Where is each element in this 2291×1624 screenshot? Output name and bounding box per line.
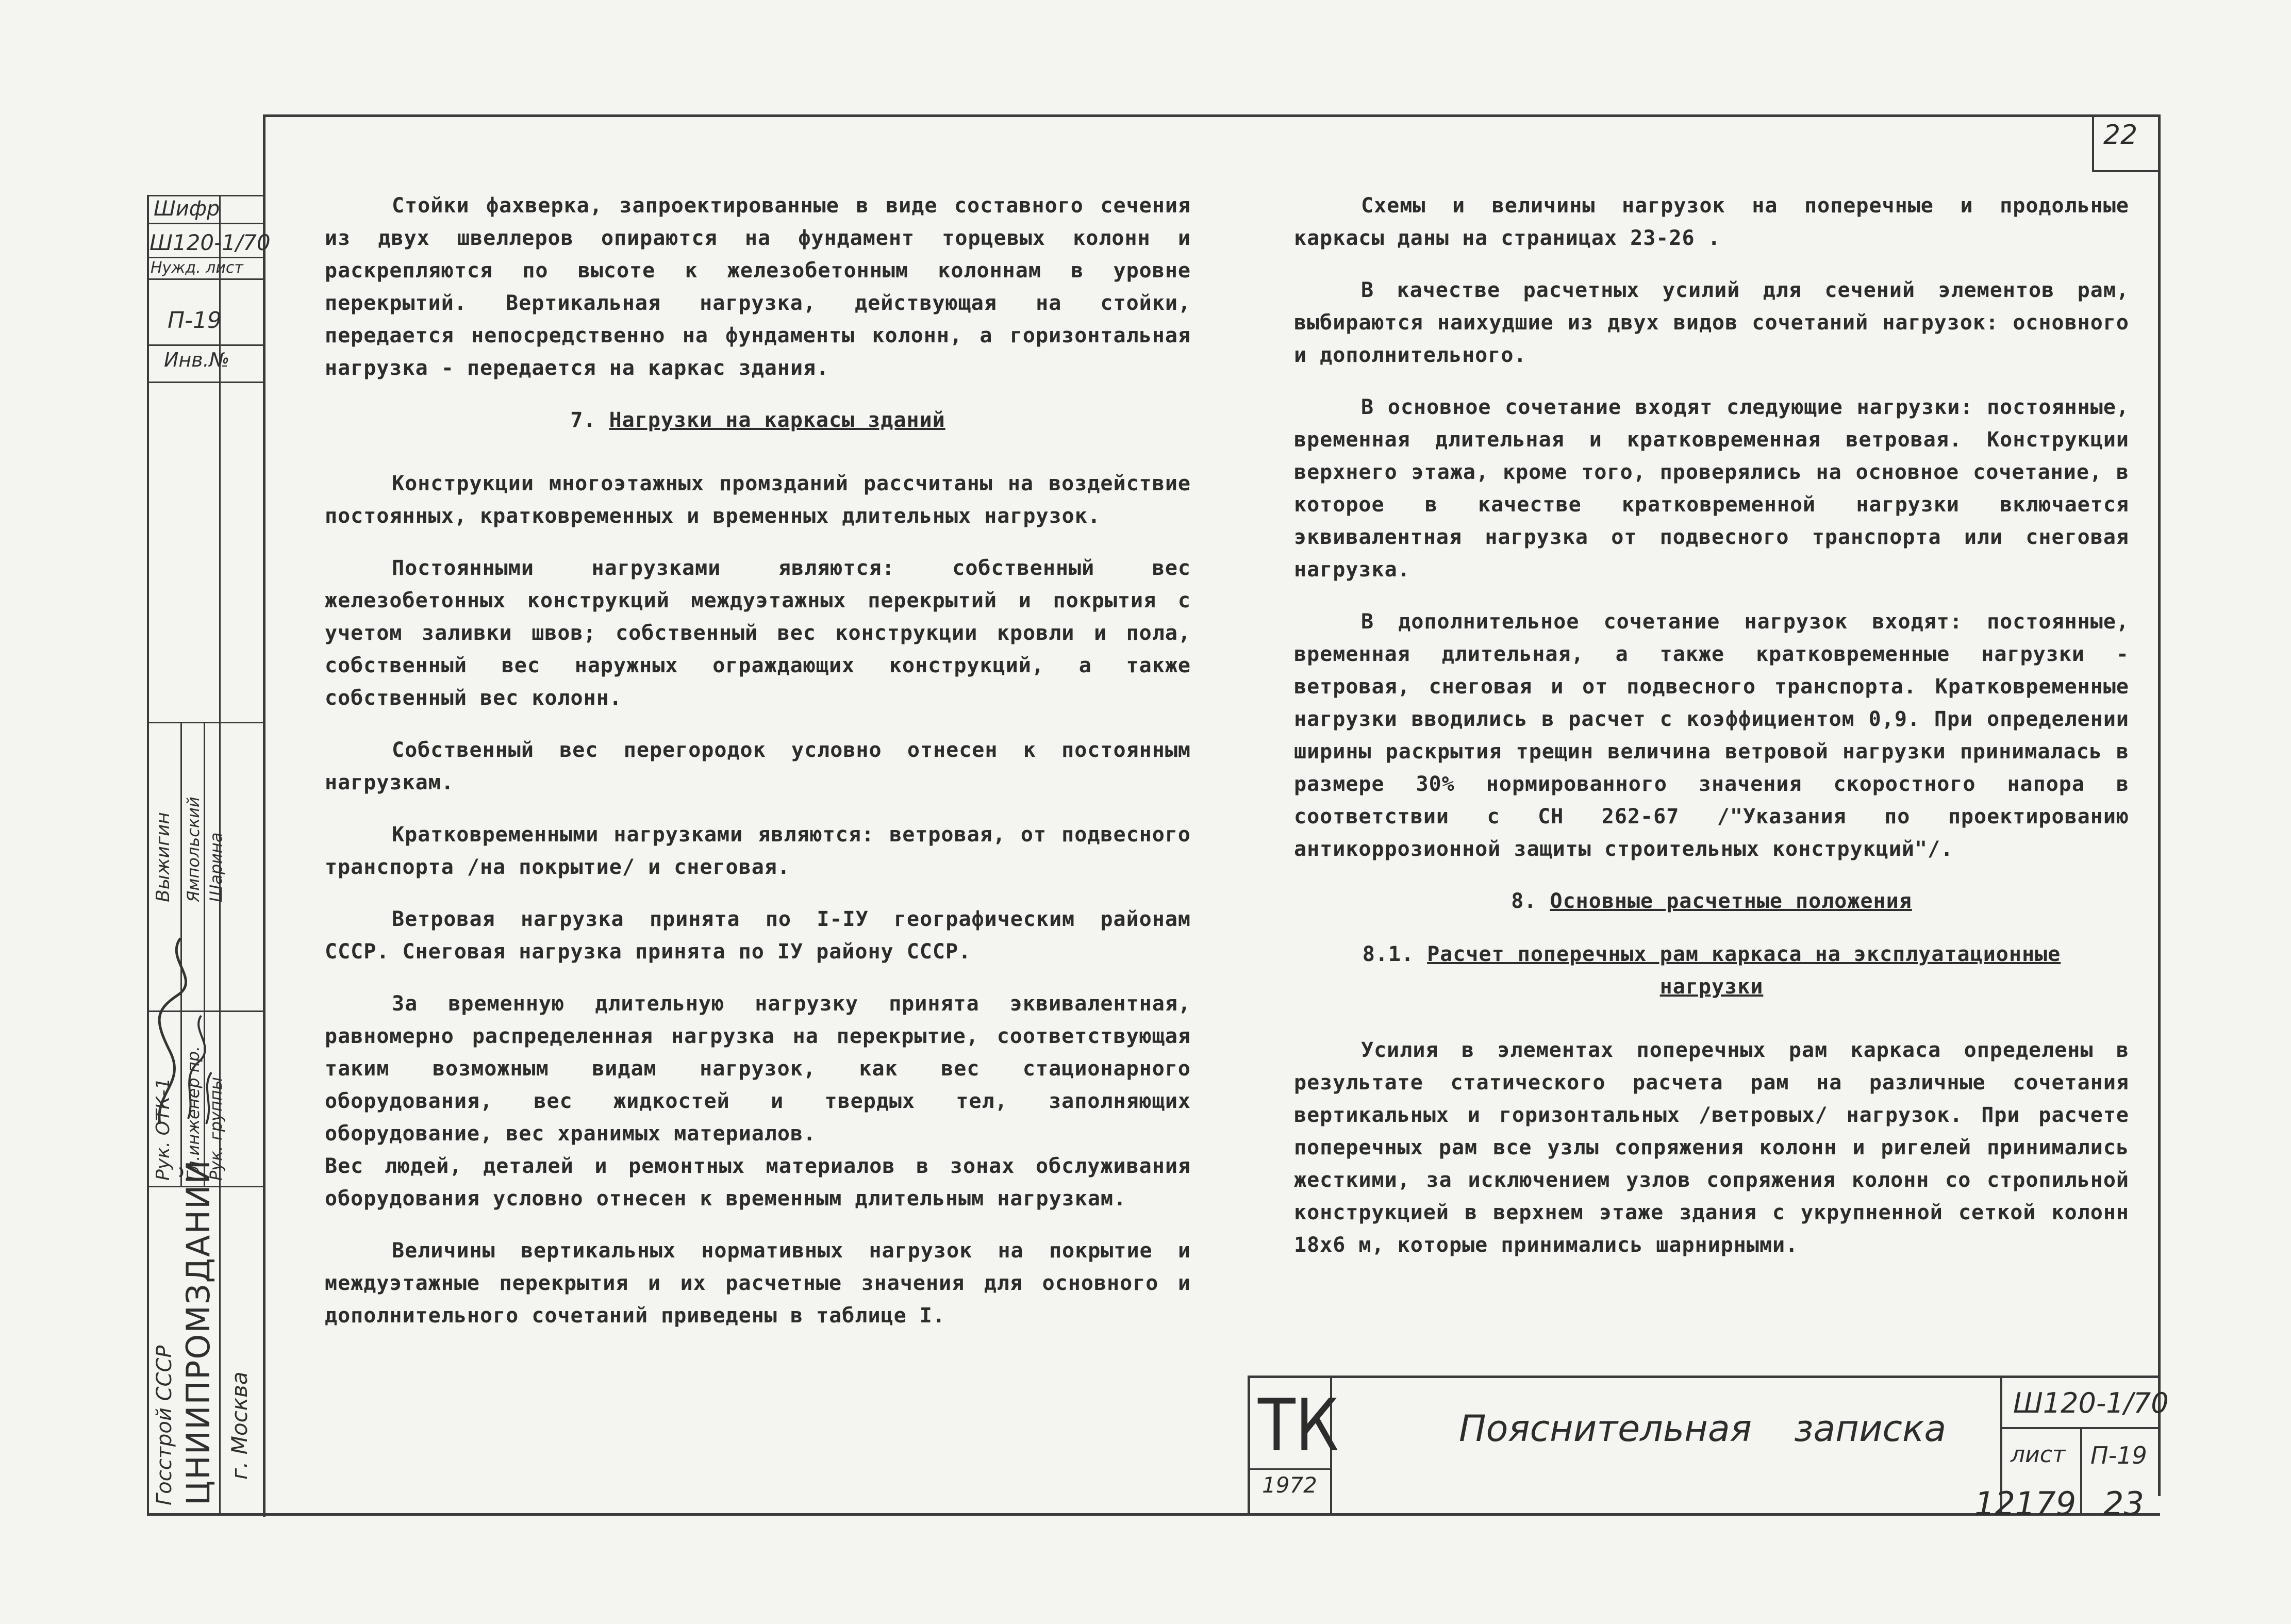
left-paragraph-3: Постоянными нагрузками являются: собственный вес железобетонных конструкций междуэтажных перекрытий и покрытия с учетом заливки швов; собственный вес конструкции кровли и пола, собственный вес наружных ограждающих конструкций, а также собственный вес колонн. [325, 556, 1191, 710]
right-paragraph-3: В основное сочетание входят следующие нагрузки: постоянные, временная длительная и кратковременная ветровая. Конструкции верхнего этажа, кроме того, проверялись на основное сочетание, в которое в качестве кратковременной нагрузки включается эквивалентная нагрузка от подвесного транспорта или снеговая нагрузка. [1294, 395, 2129, 582]
section-7-number: 7. [570, 408, 596, 432]
stamp-name-1: Выжигин [153, 812, 174, 902]
stamp-row-3 [147, 257, 263, 258]
stamp-sheet: П-19 [168, 307, 222, 334]
stamp-sheet-label: Нужд. лист [151, 259, 243, 277]
left-column [325, 190, 1191, 1352]
left-paragraph-8: Вес людей, деталей и ремонтных материалов в зонах обслуживания оборудования условно отнесен к временным длительным нагрузкам. [325, 1154, 1191, 1211]
left-paragraph-9: Величины вертикальных нормативных нагрузок на покрытие и междуэтажные перекрытия и их расчетные значения для основного и дополнительного сочетаний приведены в таблице I. [325, 1239, 1191, 1328]
left-paragraph-5: Кратковременными нагрузками являются: ветровая, от подвесного транспорта /на покрытие/ и снеговая. [325, 823, 1191, 879]
right-paragraph-2: В качестве расчетных усилий для сечений элементов рам, выбираются наихудшие из двух видов сочетаний нагрузок: основного и дополнительного. [1294, 278, 2129, 367]
frame-right [2158, 114, 2161, 1496]
section-8-1-heading [1294, 938, 2129, 1003]
title-block-top [1248, 1376, 2160, 1378]
title-block-sheet-div [2080, 1427, 2082, 1515]
left-paragraph-4: Собственный вес перегородок условно отнесен к постоянным нагрузкам. [325, 738, 1191, 794]
page-number: 22 [2103, 120, 2138, 151]
section-8-title: Основные расчетные положения [1550, 889, 1912, 913]
left-paragraph-1: Стойки фахверка, запроектированные в виде составного сечения из двух швеллеров опираются на фундамент торцевых колонн и раскрепляются по высоте к железобетонным колоннам в уровне перекрытий. Вертикальная нагрузка, действующая на стойки, передается непосредственно на фундаменты колонн, а горизонтальная нагрузка - передается на каркас здания. [325, 194, 1191, 380]
section-8-1-number: 8.1. [1362, 942, 1415, 966]
title-block-logo: ТК [1258, 1384, 1339, 1468]
stamp-code: Ш120-1/70 [150, 230, 271, 255]
left-paragraph-7: За временную длительную нагрузку принята эквивалентная, равномерно распределенная нагрузка на перекрытие, соответствующая таким возможным видам нагрузок, как вес стационарного оборудования, вес жидкостей и твердых тел, заполняющих оборудование, вес хранимых материалов. [325, 992, 1191, 1146]
stamp-name-2: Ямпольский [184, 797, 203, 902]
stamp-role-1: Рук. ОТК-1 [153, 1078, 174, 1181]
stamp-org-line3: г. Москва [227, 1371, 252, 1480]
title-block-year-row [1248, 1468, 1332, 1470]
signature-strokes [150, 907, 222, 1134]
right-column [1294, 190, 2129, 1281]
stamp-org-line2: ЦНИИПРОМЗДАНИЙ [179, 1159, 217, 1505]
right-paragraph-1: Схемы и величины нагрузок на поперечные и продольные каркасы даны на страницах 23-26 . [1294, 194, 2129, 250]
stamp-row-2 [147, 223, 263, 224]
right-paragraph-4: В дополнительное сочетание нагрузок входят: постоянные, временная длительная, а также кратковременные нагрузки - ветровая, снеговая и от подвесного транспорта. Кратковременные нагрузки вводились в расчет с коэффициентом 0,9. При определении ширины раскрытия трещин величина ветровой нагрузки принималась в размере 30% нормированного значения скоростного напора в соответствии с СН 262-67 /"Указания по проектированию антикоррозионной защиты строительных конструкций"/. [1294, 610, 2129, 861]
stamp-role-2: Гл.инженер пр. [184, 1046, 203, 1181]
stamp-row-5 [147, 344, 263, 346]
title-block-title: Пояснительная записка [1459, 1407, 1947, 1450]
section-8-heading [1294, 885, 2129, 918]
stamp-name-3: Шарина [206, 832, 226, 902]
right-paragraph-5: Усилия в элементах поперечных рам каркаса определены в результате статического расчета рам на различные сочетания вертикальных и горизонтальных /ветровых/ нагрузок. При расчете поперечных рам все узлы сопряжения колонн и ригелей принимались жесткими, за исключением узлов сопряжения колонн со стропильной конструкцией в верхнем этаже здания с укрупненной сеткой колонн 18х6 м, которые принимались шарнирными. [1294, 1038, 2129, 1257]
section-7-title: Нагрузки на каркасы зданий [609, 408, 945, 432]
stamp-org-line1: Госстрой СССР [153, 1345, 176, 1505]
stamp-border-outer [147, 195, 149, 1515]
title-block-sheet: П-19 [2090, 1441, 2147, 1469]
title-block-code: Ш120-1/70 [2013, 1387, 2169, 1419]
inventory-number: 12179 [1974, 1485, 2077, 1522]
page-number-box-left [2092, 114, 2094, 171]
stamp-role-3: Рук. группы [206, 1076, 226, 1181]
stamp-row-1 [147, 195, 263, 196]
frame-top [263, 114, 2160, 117]
left-paragraph-2: Конструкции многоэтажных промзданий рассчитаны на воздействие постоянных, кратковременных и временных длительных нагрузок. [325, 472, 1191, 528]
frame-left [263, 114, 265, 1517]
stamp-row-4 [147, 278, 263, 280]
section-7-heading [325, 404, 1191, 437]
bottom-page-number: 23 [2103, 1485, 2144, 1522]
left-paragraph-6: Ветровая нагрузка принята по I-IУ географическим районам СССР. Снеговая нагрузка принята по IУ району СССР. [325, 907, 1191, 964]
stamp-inv-label: Инв.№ [164, 349, 230, 371]
section-8-number: 8. [1511, 889, 1537, 913]
stamp-format: Шифр [154, 197, 220, 221]
page-number-box-bottom [2092, 170, 2159, 172]
title-block-sheet-label: лист [2011, 1441, 2066, 1468]
section-8-1-title: Расчет поперечных рам каркаса на эксплуатационные нагрузки [1427, 942, 2061, 999]
title-block-left [1248, 1376, 1250, 1516]
frame-bottom [147, 1513, 2160, 1516]
title-block-year: 1972 [1262, 1472, 1317, 1498]
stamp-row-6 [147, 382, 263, 383]
